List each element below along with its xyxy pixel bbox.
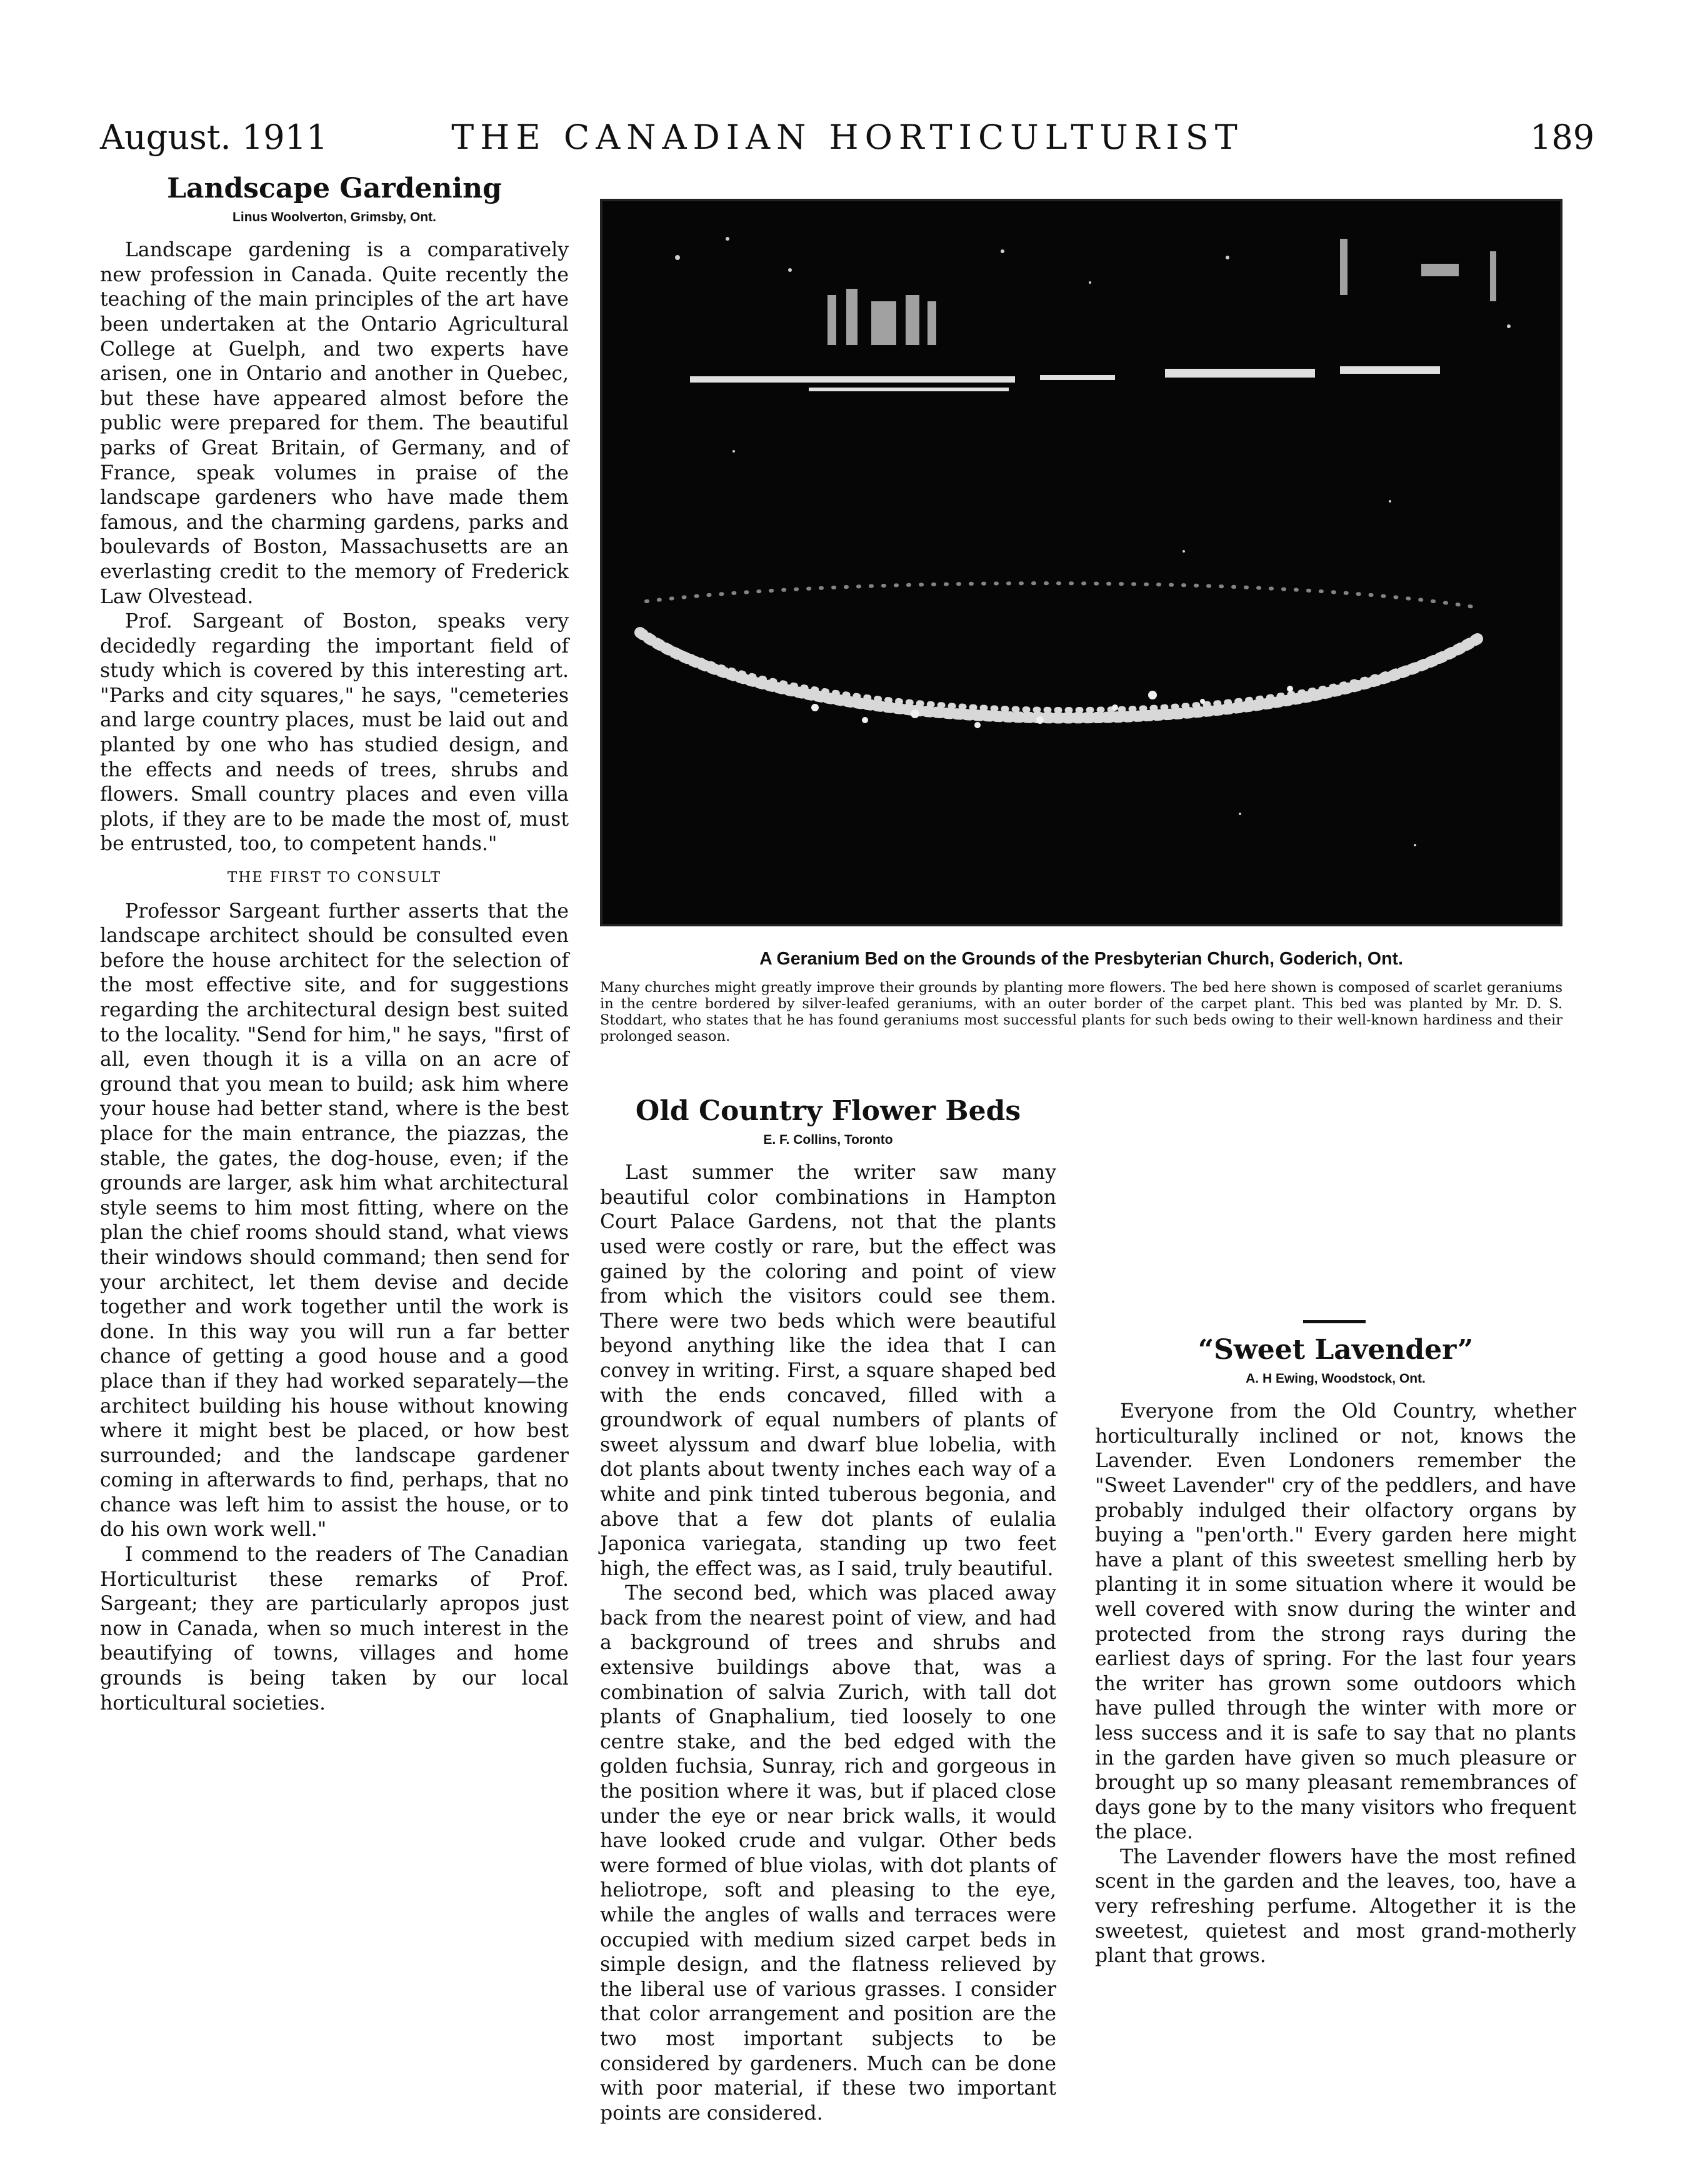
- journal-title: THE CANADIAN HORTICULTURIST: [451, 118, 1244, 157]
- geranium-bed-photo: [600, 199, 1562, 926]
- photo-image: [602, 201, 1560, 924]
- page-number: 189: [1530, 118, 1595, 157]
- caption-body: Many churches might greatly improve their grounds by planting more flowers. The bed here shown is composed of scarlet geraniums in the centre bordered by silver-leafed geraniums, with an outer border of the carpet plant. This bed was planted by Mr. D. S. Stoddart, who states that he has found geraniums most successful plants for such beds owing to their well-known hardiness and their prolonged season.: [600, 979, 1562, 1044]
- paragraph: Landscape gardening is a comparatively new profession in Canada. Quite recently the teaching of the main principles of the art have been undertaken at the Ontario Agricultural College at Guelph, and two experts have arisen, one in Ontario and another in Quebec, but these have appeared almost before the public were prepared for them. The beautiful parks of Great Britain, of Germany, and of France, speak volumes in praise of the landscape gardeners who have made them famous, and the charming gardens, parks and boulevards of Boston, Massachusetts are an everlasting credit to the memory of Frederick Law Olvestead.: [100, 239, 569, 608]
- paragraph: The second bed, which was placed away back from the nearest point of view, and had a background of trees and shrubs and extensive buildings above that, was a combination of salvia Zurich, with tall dot plants of Gnaphalium, tied loosely to one centre stake, and the bed edged with the golden fuchsia, Sunray, rich and gorgeous in the position where it was, but if placed close under the eye or near brick walls, it would have looked crude and vulgar. Other beds were formed of blue violas, with dot plants of heliotrope, soft and pleasing to the eye, while the angles of walls and terraces were occupied with medium sized carpet beds in simple design, and the flatness relieved by the liberal use of various grasses. I consider that color arrangement and position are the two most important subjects to be considered by gardeners. Much can be done with poor material, if these two important points are considered.: [600, 1582, 1056, 2125]
- paragraph: The Lavender flowers have the most refined scent in the garden and the leaves, too, have a very refreshing perfume. Altogether it is the sweetest, quietest and most grand-motherly plant that grows.: [1095, 1845, 1576, 1968]
- article-title: Landscape Gardening: [167, 173, 502, 204]
- paragraph: Everyone from the Old Country, whether horticulturally inclined or not, knows the Lavender. Even Londoners remember the "Sweet Lavender" cry of the peddlers, and have probably indulged their olfactory organs by buying a "pen'orth." Every garden here might have a plant of this sweetest smelling herb by planting it in some situation where it would be well covered with snow during the winter and protected from the strong rays during the earliest days of spring. For the last four years the writer has grown some outdoors which have pulled through the winter with more or less success and it is safe to say that no plants in the garden have given so much pleasure or brought up so many pleasant remembrances of days gone by to the many visitors who frequent the place.: [1095, 1400, 1576, 1844]
- header-date: August. 1911: [100, 118, 328, 157]
- article-old-country-flower-beds: [600, 1095, 1056, 2126]
- paragraph: Prof. Sargeant of Boston, speaks very decidedly regarding the important field of study which is covered by this interesting art. "Parks and city squares," he says, "cemeteries and large country places, must be laid out and planted by one who has studied design, and the effects and needs of trees, shrubs and flowers. Small country places and even villa plots, if they are to be made the most of, must be entrusted, too, to competent hands.": [100, 610, 569, 856]
- caption-title: A Geranium Bed on the Grounds of the Presbyterian Church, Goderich, Ont.: [759, 949, 1403, 969]
- paragraph: I commend to the readers of The Canadian Horticulturist these remarks of Prof. Sargeant; they are particularly apropos just now in Canada, when so much interest in the beautifying of towns, villages and home grounds is being taken by our local horticultural societies.: [100, 1543, 569, 1715]
- paragraph: Professor Sargeant further asserts that the landscape architect should be consulted even before the house architect for the selection of the most effective site, and for suggestions regarding the architectural design best suited to the locality. "Send for him," he says, "first of all, even though it is a villa on an acre of ground that you mean to build; ask him where your house had better stand, where is the best place for the main entrance, the piazzas, the stable, the gates, the dog-house, even; if the grounds are larger, ask him what architectural style seems to him most fitting, where on the plan the chief rooms should stand, what views their windows should command; then send for your architect, let them devise and decide together and work together until the work is done. In this way you will run a far better chance of getting a good house and a good place than if they had worked separately—the architect building his house without knowing where it might best be placed, or how best surrounded; and the landscape gardener coming in afterwards to find, perhaps, that no chance was left him to assist the house, or to do his own work well.": [100, 899, 569, 1541]
- article-title: Old Country Flower Beds: [635, 1095, 1021, 1127]
- article-landscape-gardening: [100, 173, 569, 1716]
- article-byline: E. F. Collins, Toronto: [763, 1132, 893, 1147]
- section-subhead: THE FIRST TO CONSULT: [227, 869, 442, 886]
- article-byline: A. H Ewing, Woodstock, Ont.: [1246, 1371, 1426, 1386]
- photo-caption: [600, 949, 1562, 1044]
- paragraph: Last summer the writer saw many beautiful color combinations in Hampton Court Palace Gardens, not that the plants used were costly or rare, but the effect was gained by the coloring and point of view from which the visitors could see them. There were two beds which were beautiful beyond anything like the idea that I can convey in writing. First, a square shaped bed with the ends concaved, filled with a groundwork of equal numbers of plants of sweet alyssum and dwarf blue lobelia, with dot plants about twenty inches each way of a white and pink tinted tuberous begonia, and above that a few dot plants of eulalia Japonica variegata, standing up two feet high, the effect was, as I said, truly beautiful.: [600, 1161, 1056, 1580]
- section-divider: [1303, 1320, 1366, 1323]
- article-byline: Linus Woolverton, Grimsby, Ont.: [232, 209, 436, 224]
- article-title: “Sweet Lavender”: [1198, 1334, 1474, 1366]
- article-sweet-lavender: [1095, 1334, 1576, 1969]
